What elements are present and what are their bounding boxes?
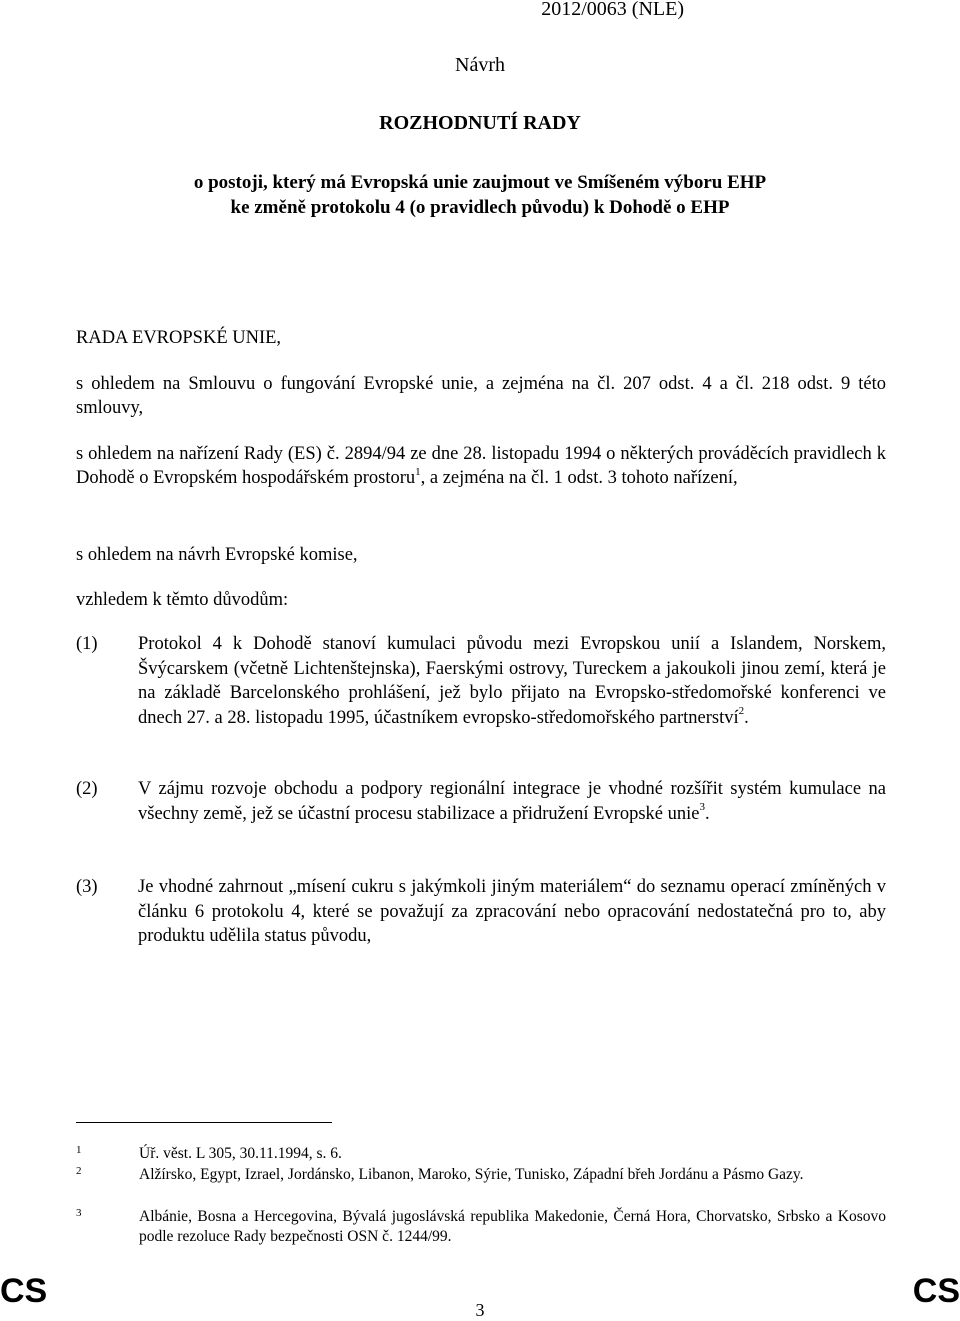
recital-body: V zájmu rozvoje obchodu a podpory regionální integrace je vhodné rozšířit systém kumulace na všechny země, jež se účastní procesu stabilizace a přidružení Evropské unie [138,779,886,824]
citation-regulation-text: s ohledem na nařízení Rady (ES) č. 2894/94 ze dne 28. listopadu 1994 o některých prováděcích pravidlech k Dohodě o Evropském hospodářském prostoru [76,444,886,488]
citation-treaty: s ohledem na Smlouvu o fungování Evropské unie, a zejména na čl. 207 odst. 4 a čl. 218 odst. 9 této smlouvy, [76,374,886,418]
footnote-ref-1[interactable]: 1 [415,465,421,478]
footnote-ref-3[interactable]: 3 [699,801,705,814]
recital-body: Protokol 4 k Dohodě stanoví kumulaci původu mezi Evropskou unií a Islandem, Norskem, Švýcarskem (včetně Lichtenštejnska), Faerskými ostrovy, Tureckem a jakoukoli jinou zemí, která je na základě Barcelonského prohlášení, jež bylo přijato na Evropsko-středomořské konferenci ve dnech 27. a 28. listopadu 1995, účastníkem evropsko-středomořského partnerství [138,634,886,728]
document-title: ROZHODNUTÍ RADY [379,112,581,134]
page-number: 3 [475,1300,485,1320]
footnote-separator [76,1122,332,1123]
footnote-ref-2[interactable]: 2 [738,705,745,718]
footnote-number: 2 [76,1165,82,1177]
recital-body: Je vhodné zahrnout „mísení cukru s jakýmkoli jiným materiálem“ do seznamu operací zmíněných v článku 6 protokolu 4, které se považují za zpracování nebo opracování nedostatečná pro to, aby produktu udělila status původu, [138,877,886,946]
subtitle-line-2: ke změně protokolu 4 (o pravidlech původu) k Dohodě o EHP [230,197,730,218]
subtitle-line-1: o postoji, který má Evropská unie zaujmout ve Smíšeném výboru EHP [193,172,767,193]
whereas-intro: vzhledem k těmto důvodům: [76,590,289,610]
recital-1 [76,632,886,730]
recital-tail: . [744,707,749,728]
recital-2 [76,777,886,826]
recital-number: (2) [76,779,98,799]
citation-regulation-tail: , a zejména na čl. 1 odst. 3 tohoto nařízení, [420,468,738,488]
procedure-reference: 2012/0063 (NLE) [541,0,684,20]
citation-commission: s ohledem na návrh Evropské komise, [76,545,358,565]
language-code-right: CS [912,1272,960,1310]
recital-number: (1) [76,634,98,654]
citation-regulation [76,442,886,490]
document-subtitle [0,170,960,220]
institution-heading: RADA EVROPSKÉ UNIE, [76,328,282,348]
footnote-number: 1 [76,1144,82,1156]
footnote-3 [76,1207,886,1247]
footnote-text: Alžírsko, Egypt, Izrael, Jordánsko, Libanon, Maroko, Sýrie, Tunisko, Západní břeh Jordánu a Pásmo Gazy. [139,1166,804,1183]
footnote-text: Úř. věst. L 305, 30.11.1994, s. 6. [139,1145,342,1162]
footnote-2 [76,1165,886,1185]
recital-3 [76,875,886,949]
language-code-left: CS [0,1272,48,1310]
footnote-text: Albánie, Bosna a Hercegovina, Bývalá jugoslávská republika Makedonie, Černá Hora, Chorvatsko, Srbsko a Kosovo podle rezoluce Rady bezpečnosti OSN č. 1244/99. [139,1208,886,1245]
recital-text [138,632,886,730]
footnote-1 [76,1144,886,1164]
recital-text [138,875,886,949]
footnote-number: 3 [76,1207,82,1219]
recital-text [138,777,886,826]
recital-tail: . [704,803,710,824]
recital-number: (3) [76,877,98,897]
draft-label: Návrh [455,54,505,76]
